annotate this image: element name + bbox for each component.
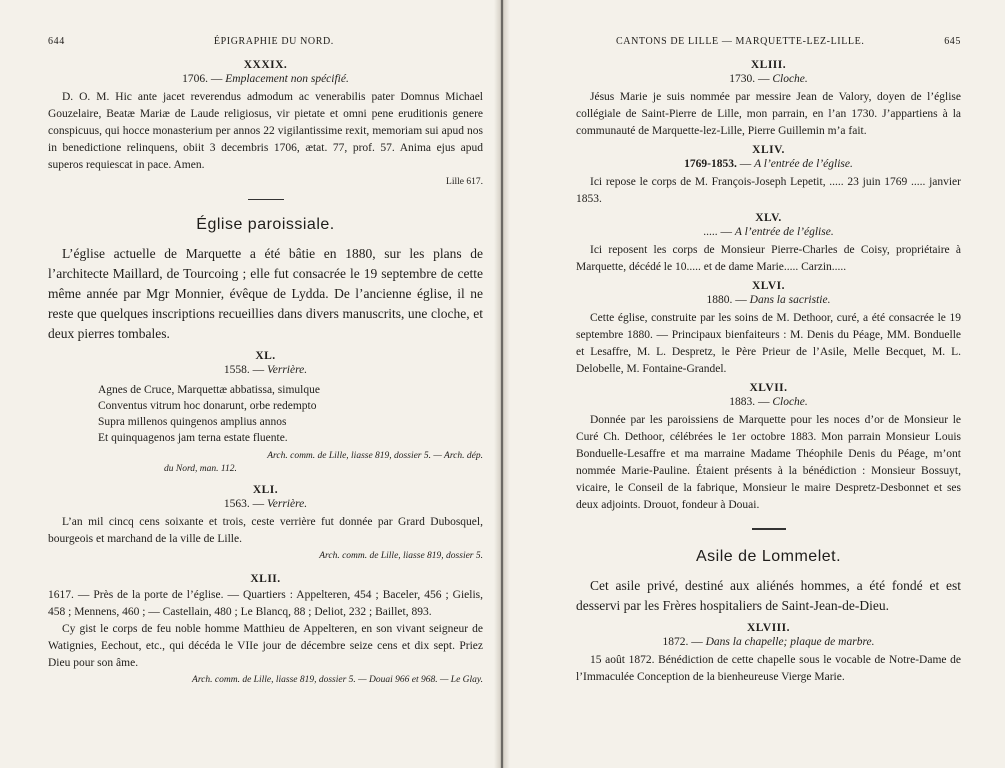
inscription-text: Cette église, construite par les soins de M. Dethoor, curé, a été consacrée le 19 septembre 1880. — Principaux bienfaiteurs : M. Denis du Péage, MM. Bonduelle et Lesaffre, M. L. Despretz, le Père Prieur de l’Asile, Melle Becquet, M. L. Delobelle, M. Fontaine-Grandel. [576, 312, 961, 375]
divider [248, 199, 284, 200]
entry-number: XLVII. [749, 382, 788, 394]
section-intro: L’église actuelle de Marquette a été bâtie en 1880, sur les plans de l’architecte Maillard, de Tourcoing ; elle fut consacrée le 19 septembre de cette même année par Mgr Monnier, évêque de Lydda. De l’ancienne église, il ne reste que quelques inscriptions recueillies dans divers manuscrits, une cloche, et deux pierres tombales. [48, 246, 483, 341]
section-intro: Cet asile privé, destiné aux aliénés hommes, a été fondé et est desservi par les Frères hospitaliers de Saint-Jean-de-Dieu. [576, 578, 961, 613]
entry-heading: 1883. — Cloche. [729, 396, 808, 408]
entry-heading: 1872. — Dans la chapelle; plaque de marbre. [662, 636, 875, 648]
inscription-text: L’an mil cincq cens soixante et trois, ceste verrière fut donnée par Grard Dubosquel, bourgeois et marchand de la ville de Lille. [48, 516, 483, 545]
entry-heading: 1730. — Cloche. [729, 73, 808, 85]
section-title: Asile de Lommelet. [695, 548, 842, 565]
entry-number: XLIV. [752, 144, 785, 156]
source-note: Lille 617. [446, 177, 483, 187]
entry-heading: 1563. — Verrière. [223, 498, 308, 510]
page-number: 645 [944, 36, 961, 47]
source-note: Arch. comm. de Lille, liasse 819, dossier 5. [319, 551, 483, 561]
entry-number: XLI. [252, 484, 279, 496]
inscription-text: Donnée par les paroissiens de Marquette pour les noces d’or de Monsieur le Curé Ch. Dethoor, célébrées le 1er octobre 1883. Mon parrain Monsieur Louis Bonduelle-Lesaffre et ma marraine Madame Théophile Denis du Péage, m’ont nommée Marie-Pauline. Étaient présents à la bénédiction : Monsieur Bossuyt, vicaire, le Conseil de la fabrique, Monsieur le maire Despretz-Desbonnet et ses deux adjoints. Drouot, fondeur à Douai. [576, 414, 961, 511]
divider [752, 528, 786, 530]
entry-heading: 1706. — Emplacement non spécifié. [182, 73, 349, 85]
entry-number: XLII. [250, 573, 281, 585]
entry-number: XXXIX. [243, 59, 288, 71]
running-title: CANTONS DE LILLE — MARQUETTE-LEZ-LILLE. [616, 36, 865, 47]
left-page [0, 0, 497, 768]
running-head [48, 36, 483, 47]
running-head [576, 36, 961, 47]
verse-line: Supra millenos quingenos amplius annos [98, 416, 287, 428]
entry-number: XLVI. [751, 280, 786, 292]
page-number: 644 [48, 36, 65, 47]
source-note: Arch. comm. de Lille, liasse 819, dossier 5. — Douai 966 et 968. — Le Glay. [192, 675, 483, 685]
verse-line: Conventus vitrum hoc donarunt, orbe redempto [98, 400, 317, 412]
inscription-text: Ici reposent les corps de Monsieur Pierre-Charles de Coisy, propriétaire à Marquette, décédé le 10..... et de dame Marie..... Carzin..... [576, 244, 961, 273]
inscription-text: Jésus Marie je suis nommée par messire Jean de Valory, doyen de l’église collégiale de Saint-Pierre de Lille, mon parrain, en l’an 1730. J’appartiens à la communauté de Marquette-lez-Lille, Pierre Guillemin m’a fait. [576, 91, 961, 137]
entry-heading: ..... — A l’entrée de l’église. [703, 226, 834, 238]
inscription-text: Ici repose le corps de M. François-Joseph Lepetit, ..... 23 juin 1769 ..... janvier 1853. [576, 176, 961, 205]
entry-number: XLV. [755, 212, 782, 224]
entry-number: XLIII. [750, 59, 787, 71]
inscription-text: Cy gist le corps de feu noble homme Matthieu de Appelteren, en son vivant seigneur de Watignies, Eechout, etc., qui décéda le VIIe jour de décembre seize cens et dix sept. Priez Dieu pour son âme. [48, 623, 483, 669]
source-note: Arch. comm. de Lille, liasse 819, dossier 5. — Arch. dép. du Nord, man. 112. [164, 451, 483, 474]
running-title: ÉPIGRAPHIE DU NORD. [213, 36, 334, 47]
inscription-text: D. O. M. Hic ante jacet reverendus admodum ac venerabilis pater Domnus Michael Gouzelaire, Beatæ Mariæ de Laude religiosus, vir pietate et omni pene eruditionis genere conspicuus, qui hocce monasterium per annos 22 vigilantissime rexit, memoriam sui apud nos in benedictione relinquens, obiit 3 decembris 1706, ætat. 77, prof. 57. Anima ejus apud superos requiescat in pace. Amen. [48, 91, 483, 171]
section-title: Église paroissiale. [196, 216, 335, 233]
verse-line: Agnes de Cruce, Marquettæ abbatissa, simulque [98, 384, 320, 396]
entry-header-text: 1617. — Près de la porte de l’église. — Quartiers : Appelteren, 454 ; Baceler, 456 ; Gielis, 458 ; Mennens, 460 ; — Castellain, 480 ; Le Blancq, 88 ; Deliot, 232 ; Baillet, 893. [48, 589, 483, 618]
entry-heading: 1880. — Dans la sacristie. [706, 294, 831, 306]
entry-number: XLVIII. [746, 622, 791, 634]
verse-line: Et quinquagenos jam terna estate fluente. [98, 432, 288, 444]
inscription-verse [48, 382, 483, 446]
entry-heading: 1769-1853. — A l’entrée de l’église. [684, 158, 853, 170]
entry-number: XL. [255, 350, 276, 362]
right-page [508, 0, 1005, 768]
inscription-text: 15 août 1872. Bénédiction de cette chapelle sous le vocable de Notre-Dame de l’Immaculée Conception de la bienheureuse Vierge Marie. [576, 654, 961, 683]
entry-heading: 1558. — Verrière. [223, 364, 308, 376]
